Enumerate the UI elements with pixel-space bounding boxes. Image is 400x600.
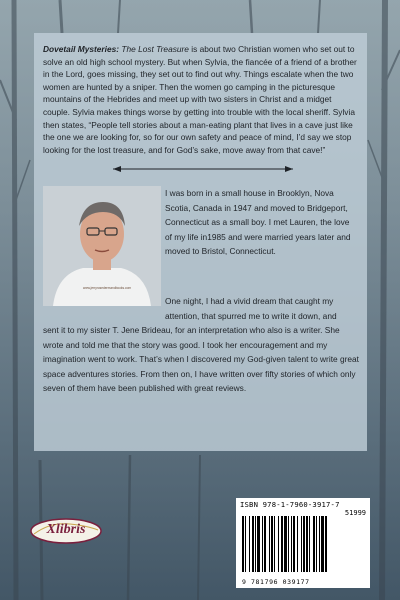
author-photo [43,186,161,306]
back-cover-panel [34,33,367,451]
author-bio-paragraph-1: I was born in a small house in Brooklyn, Nova Scotia, Canada in 1947 and moved to Bridgeport, Connecticut as a small boy. I met Lauren, the love of my life in1985 and were married years later and moved to Bristol, Connecticut. [165,188,351,256]
ornamental-divider [43,162,359,176]
author-bio-paragraph-2-start: One night, I had a vivid dream that caught my attention, that spurred me to write it down, and [165,296,337,321]
blurb-text: is about two Christian women who set out to solve an old high school mystery. But when Sylvia, the fiancée of a friend of a brother in the Lord, goes missing, they set out to find out why. Things escalate when the two women are hunted by a sniper. Then the women go camping in the picturesque mountains of the Hebrides and meet up with two sisters in Christ and a midget couple. Sylvia makes things worse by getting into trouble with the local sheriff. Sylvia then states, “People tell stories about a man-eating plant that lives in a cave just like the one we are looking for, so for our own safety and peace of mind, I’d say we stop looking for the lost treasure, and for God’s sake, move away from that cave!” [43,44,357,155]
barcode-digits: 9 781796 039177 [242,578,310,586]
barcode-bars [242,516,364,574]
price-code: 51999 [344,509,366,517]
isbn-barcode [236,498,370,588]
author-bio-paragraph-2-rest: sent it to my sister T. Jene Brideau, for an interpretation who also is a writer. She wrote and told me that the story was good. I took her encouragement and my imagination went to work. That’s when I discovered my God-given talent to write great space adventures stories. From then on, I have written over fifty stories of which only seven of them have been published with great reviews. [43,325,359,393]
publisher-name: Xlibris [46,522,86,537]
book-blurb [43,43,359,156]
book-title: The Lost Treasure [121,44,189,54]
isbn-label: ISBN 978-1-7960-3917-7 [240,500,340,509]
xlibris-logo [30,518,102,544]
shirt-text: www.jerryrosedermandbooks.com [83,286,132,291]
series-title: Dovetail Mysteries: [43,44,120,54]
